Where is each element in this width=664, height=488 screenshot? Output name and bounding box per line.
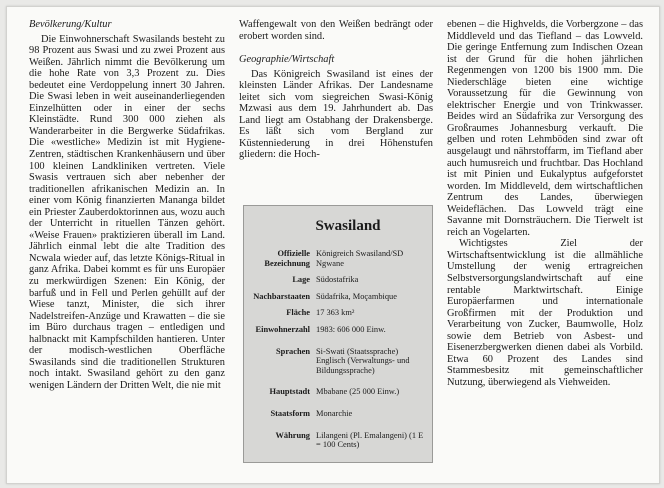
fact-row-capital bbox=[252, 387, 424, 397]
section-heading-geography-economy: Geographie/Wirtschaft bbox=[239, 54, 335, 66]
fact-row-languages bbox=[252, 347, 424, 376]
fact-row-neighbors bbox=[252, 292, 424, 302]
fact-value: 1983: 606 000 Einw. bbox=[316, 324, 386, 334]
fact-key: Lage bbox=[292, 275, 310, 285]
fact-row-currency bbox=[252, 431, 424, 450]
paragraph-continuation: Waffengewalt von den Weißen bedrängt oder erobert worden sind. bbox=[239, 19, 433, 42]
fact-box bbox=[243, 205, 433, 463]
fact-row-government bbox=[252, 409, 424, 419]
fact-key: Nachbarstaaten bbox=[253, 291, 310, 301]
section-heading-population-culture: Bevölkerung/Kultur bbox=[29, 19, 112, 30]
fact-key: Offizielle Bezeichnung bbox=[264, 249, 310, 268]
fact-row-official-name bbox=[252, 249, 424, 268]
document-page bbox=[6, 6, 660, 484]
fact-value: Südostafrika bbox=[316, 275, 359, 285]
fact-value: Monarchie bbox=[316, 408, 353, 418]
fact-key: Hauptstadt bbox=[269, 387, 310, 397]
paragraph-landscape: ebenen – die Highvelds, die Vorbergzone – das Middleveld und das Tiefland – das Lowveld. Die geringe Entfernung zum Indischen Ozean ist der Grund für die hohen jährlichen Regenmengen von 1200 bis 1900 mm. Die Niederschläge bieten eine wichtige Voraussetzung für die Gewinnung von elektrischer Energie und von Trinkwasser. Beides wird an Südafrika zur Versorgung des Großraumes Johannesburg verkauft. Die gelben und roten Lehmböden sind zwar oft ausgelaugt und nährstoffarm, im Tiefland aber auch humusreich und fruchtbar. Das Hochland ist mit Pinien und Eukalyptus aufgeforstet worden. Im Middleveld, dem wirtschaftlichen Zentrum des Landes, überwiegen Weideflächen. Das Lowveld trägt eine Savanne mit Dornsträuchern. Die Tierwelt ist reich an Vogelarten. bbox=[447, 19, 643, 238]
fact-value: Lilangeni (Pl. Emalangeni) (1 E = 100 Cents) bbox=[316, 430, 424, 450]
fact-value: Königreich Swasiland/SD Ngwane bbox=[316, 249, 404, 268]
fact-value: 17 363 km² bbox=[316, 308, 355, 318]
fact-value: Mbabane (25 000 Einw.) bbox=[316, 387, 400, 397]
fact-key: Währung bbox=[275, 430, 310, 440]
fact-row-area bbox=[252, 308, 424, 318]
fact-box-title: Swasiland bbox=[315, 218, 381, 234]
paragraph-geography: Das Königreich Swasiland ist eines der kleinsten Länder Afrikas. Der Landesname leitet sich vom siegreichen Swasi-König Mzwasi aus dem 19. Jahrhundert ab. Das Land liegt am Ostabhang der Drakensberge. Es läßt sich vom Bergland zur Küstenniederung in drei Höhenstufen gliedern: die Hoch- bbox=[239, 68, 433, 161]
fact-value: Südafrika, Moçambique bbox=[316, 291, 397, 301]
column-geography-economy bbox=[239, 19, 433, 161]
fact-key: Staatsform bbox=[270, 408, 310, 418]
fact-key: Einwohnerzahl bbox=[255, 324, 310, 334]
column-population-culture bbox=[29, 19, 225, 392]
fact-key: Fläche bbox=[286, 308, 310, 318]
fact-key: Sprachen bbox=[276, 346, 310, 356]
column-geography-continued bbox=[447, 19, 643, 389]
fact-value: Si-Swati (Staatssprache) Englisch (Verwaltungs- und Bildungssprache) bbox=[316, 346, 410, 375]
paragraph-economy: Wichtigstes Ziel der Wirtschaftsentwicklung ist die allmähliche Umstellung der wenig ertragreichen Selbstversorgungslandwirtschaft auf eine rentable Marktwirtschaft. Einige Europäerfarmen und internationale Großfirmen mit der Produktion und Verarbeitung von Zucker, Baumwolle, Holz sowie dem Betrieb von Asbest- und Eisenerzbergwerken dienen dabei als Vorbild. Etwa 60 Prozent des Landes sind Stammesbesitz mit gemeinschaftlicher Nutzung, überwiegend als Viehweiden. bbox=[447, 238, 643, 388]
fact-row-location bbox=[252, 275, 424, 285]
fact-row-population bbox=[252, 325, 424, 335]
paragraph-population: Die Einwohnerschaft Swasilands besteht zu 98 Prozent aus Swasi und zu zwei Prozent aus Weißen. Jährlich nimmt die Bevölkerung um die hohe Rate von 3,3 Prozent zu. Dies bedeutet eine Verdoppelung innert 30 Jahren. Die Swasi leben in weit auseinanderliegenden Einzelhütten oder in einer der sechs Kleinstädte. Rund 300 000 ziehen als Wanderarbeiter in die Bergwerke Südafrikas. Die «westliche» Medizin ist mit Hygiene-Zentren, städtischen Krankenhäusern und über 100 kleinen Landkliniken vertreten. Viele Swasis vertrauen sich aber nebenher der traditionellen afrikanischen Medizin an. In einer vom König finanzierten Mananga bildet ein Priester Zauberdoktorinnen aus, wozu auch der Unterricht in rituellen Tänzen gehört. «Weise Frauen» praktizieren überall im Land. Jährlich einmal lebt die alte Tradition des Ncwala wieder auf, das letzte Königs-Ritual in ganz Afrika. Dabei kommt es für uns Europäer zu merkwürdigen Szenen: Ein König, der barfuß und in Fell und Perlen gehüllt auf der Wiese tanzt, Minister, die sich ihrer Nadelstreifen-Anzüge und Krawatten – die sie im Büro durchaus tragen – entledigen und halbnackt mit Kampfschilden hantieren. Unter der modisch-westlichen Oberfläche Swasilands sind die traditionellen Strukturen noch intakt. Swasiland gehört zu den ganz wenigen Ländern der Dritten Welt, die nie mit bbox=[29, 33, 225, 391]
